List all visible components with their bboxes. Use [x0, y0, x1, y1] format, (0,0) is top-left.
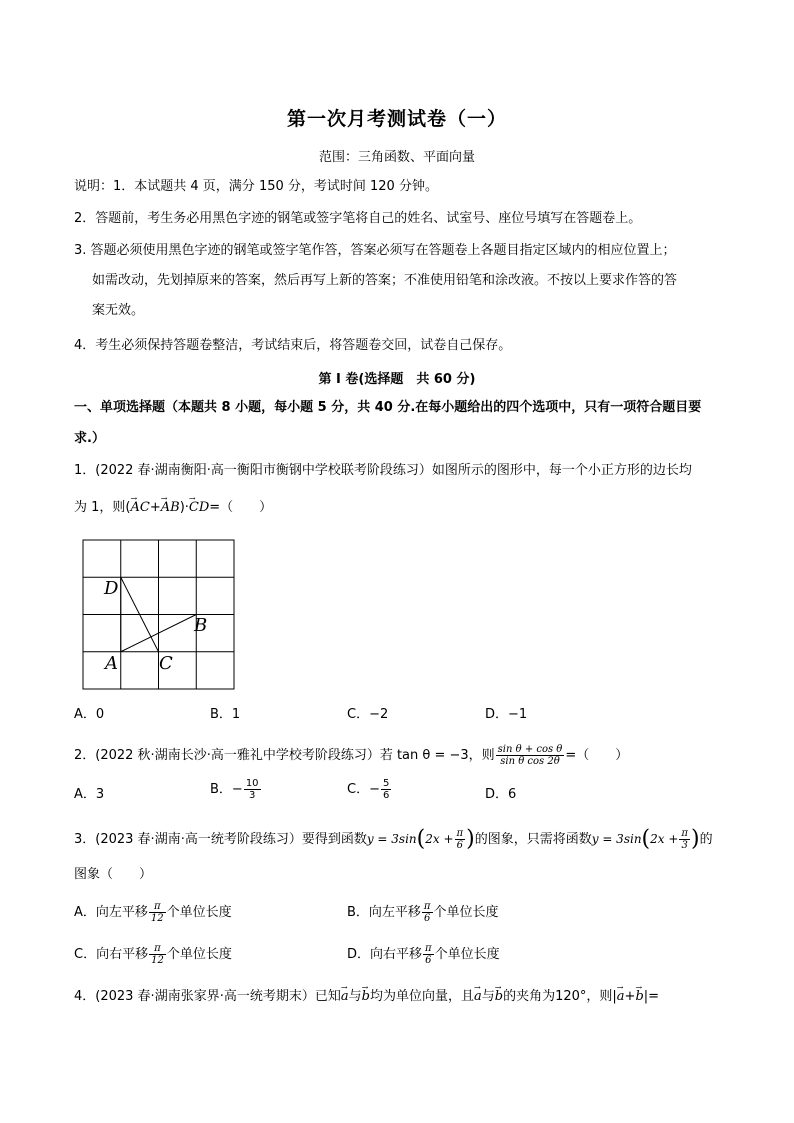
- q4-vec-b-2: → b: [495, 988, 503, 1006]
- q3-paren-close-2: ): [691, 826, 700, 852]
- q4-mid2: 的夹角为120°，则|: [503, 989, 617, 1004]
- instruction-1: 说明：1．本试题共 4 页，满分 150 分，考试时间 120 分钟。: [74, 179, 438, 194]
- q3-func2: y = 3sin: [591, 832, 642, 846]
- q3-opta-frac: [149, 901, 166, 924]
- q2-optb-frac: [244, 778, 261, 801]
- q3-end: 的: [699, 832, 713, 847]
- q3-option-c: [74, 943, 232, 966]
- q3-optd-pi: π: [425, 943, 432, 954]
- q3-optc-unit: 个单位长度: [166, 947, 232, 962]
- q1-grid-figure: [82, 539, 236, 691]
- q3-option-d: [347, 943, 500, 966]
- q1-dot: )·: [179, 500, 189, 515]
- q3-optd-prefix: D．向右平移: [347, 947, 423, 962]
- q2-option-b: [210, 778, 262, 801]
- q4-with-2: 与: [481, 989, 495, 1004]
- q3-optb-frac: [422, 901, 433, 924]
- vector-ab: → AB: [161, 499, 180, 517]
- q4-vec-a-3: → a: [617, 988, 625, 1006]
- instruction-3-cont: 如需改动，先划掉原来的答案，然后再写上新的答案；不准使用铅笔和涂改液。不按以上要求作答的答: [92, 273, 678, 288]
- q1-prefix: 为 1，则(: [74, 500, 131, 515]
- q2-option-c: [347, 778, 392, 801]
- q3-optd-unit: 个单位长度: [434, 947, 500, 962]
- q3-paren-open-2: (: [641, 826, 651, 852]
- q3-optb-prefix: B．向左平移: [347, 905, 421, 920]
- q2-optb-den: 3: [248, 790, 256, 801]
- part-heading-cont: 求.）: [74, 431, 105, 446]
- q3-optb-den: 6: [424, 913, 431, 924]
- q3-opta-den: 12: [150, 913, 164, 924]
- point-label-c: C: [159, 653, 173, 674]
- q3-opta-pi: π: [149, 901, 166, 913]
- q1-stem-line2: [74, 499, 272, 517]
- q3-func1-inner: 2x +: [425, 832, 454, 846]
- q2-optb-prefix: B．−: [210, 782, 243, 797]
- q4-vec-a-2: → a: [474, 988, 482, 1006]
- q3-paren-close-1: ): [466, 826, 475, 852]
- q2-optc-prefix: C．−: [347, 782, 380, 797]
- q3-optc-prefix: C．向右平移: [74, 947, 149, 962]
- q2-optc-num: 5: [382, 778, 390, 789]
- q3-prefix: 3．(2023 春·湖南·高一统考阶段练习）要得到函数: [74, 832, 367, 847]
- q3-func2-pi: π: [681, 828, 688, 839]
- q3-func2-inner: 2x +: [650, 832, 679, 846]
- instruction-2: 2．答题前，考生务必用黑色字迹的钢笔或签字笔将自己的姓名、试室号、座位号填写在答题卷上。: [74, 211, 642, 226]
- q3-func2-den: 3: [681, 840, 688, 851]
- q3-optb-pi: π: [423, 901, 431, 912]
- instruction-4: 4．考生必须保持答题卷整洁，考试结束后，将答题卷交回，试卷自己保存。: [74, 338, 512, 353]
- q3-func1-pi: π: [456, 828, 464, 839]
- q2-stem: [74, 744, 628, 767]
- q4-mid1: 均为单位向量，且: [369, 989, 474, 1004]
- q2-frac-den: sin θ cos 2θ: [500, 756, 560, 767]
- q2-optc-den: 6: [382, 790, 390, 801]
- instruction-3-end: 案无效。: [92, 303, 145, 318]
- part-heading: 一、单项选择题（本题共 8 小题，每小题 5 分，共 40 分.在每小题给出的四个选项中，只有一项符合题目要: [74, 400, 702, 415]
- q3-opta-prefix: A．向左平移: [74, 905, 148, 920]
- q3-optd-den: 6: [425, 955, 432, 966]
- q2-option-a: A．3: [74, 787, 105, 802]
- q2-option-d: D．6: [485, 787, 517, 802]
- point-label-a: A: [105, 653, 118, 674]
- q3-mid: 的图象，只需将函数: [474, 832, 592, 847]
- q2-optc-frac: [381, 778, 391, 801]
- q1-option-d: D．−1: [485, 707, 528, 722]
- page-title: 第一次月考测试卷（一）: [286, 108, 507, 130]
- q2-fraction: [496, 744, 565, 767]
- q4-plus: +: [624, 989, 636, 1004]
- q4-stem: [74, 988, 659, 1006]
- q4-vec-a-1: → a: [341, 988, 349, 1006]
- q4-prefix: 4．(2023 春·湖南张家界·高一统考期末）已知: [74, 989, 341, 1004]
- q1-suffix: =（ ）: [209, 500, 273, 515]
- q3-option-b: [347, 901, 499, 924]
- q3-optc-pi: π: [149, 943, 166, 955]
- exam-scope: 范围：三角函数、平面向量: [318, 150, 475, 165]
- q4-with-1: 与: [348, 989, 362, 1004]
- q4-vec-b-1: → b: [362, 988, 370, 1006]
- q2-prefix: 2．(2022 秋·湖南长沙·高一雅礼中学校考阶段练习）若 tan θ = −3，则: [74, 748, 495, 763]
- q1-option-c: C．−2: [347, 707, 389, 722]
- q3-stem-line2: 图象（ ）: [74, 867, 153, 882]
- q1-plus: +: [149, 500, 161, 515]
- q3-stem: [74, 826, 713, 853]
- q3-optd-frac: [423, 943, 434, 966]
- q1-option-a: A．0: [74, 707, 105, 722]
- point-label-b: B: [194, 615, 208, 636]
- instruction-3: 3. 答题必须使用黑色字迹的钢笔或签字笔作答，答案必须写在答题卷上各题目指定区域内的相应位置上；: [74, 243, 676, 258]
- vector-ac: → AC: [130, 499, 149, 517]
- q3-func2-frac: [679, 828, 690, 851]
- q3-func1-den: 6: [456, 840, 463, 851]
- q4-end: |=: [643, 989, 660, 1004]
- q2-frac-num: sin θ + cos θ: [497, 744, 563, 755]
- q1-option-b: B．1: [210, 707, 241, 722]
- q2-optb-num: 10: [245, 778, 259, 789]
- q3-optc-frac: [149, 943, 166, 966]
- q3-paren-open-1: (: [416, 826, 426, 852]
- q3-func1: y = 3sin: [366, 832, 417, 846]
- q3-func1-frac: [455, 828, 466, 851]
- q3-opta-unit: 个单位长度: [166, 905, 232, 920]
- section-title: 第 I 卷(选择题 共 60 分): [318, 372, 476, 387]
- q3-optc-den: 12: [151, 955, 164, 966]
- q4-vec-b-3: → b: [635, 988, 643, 1006]
- vector-cd: → CD: [189, 499, 209, 517]
- q2-suffix: =（ ）: [565, 748, 629, 763]
- q3-option-a: [74, 901, 232, 924]
- point-label-d: D: [104, 578, 119, 599]
- q1-stem: 1．(2022 春·湖南衡阳·高一衡阳市衡钢中学校联考阶段练习）如图所示的图形中，每一个小正方形的边长均: [74, 463, 692, 478]
- q3-optb-unit: 个单位长度: [433, 905, 499, 920]
